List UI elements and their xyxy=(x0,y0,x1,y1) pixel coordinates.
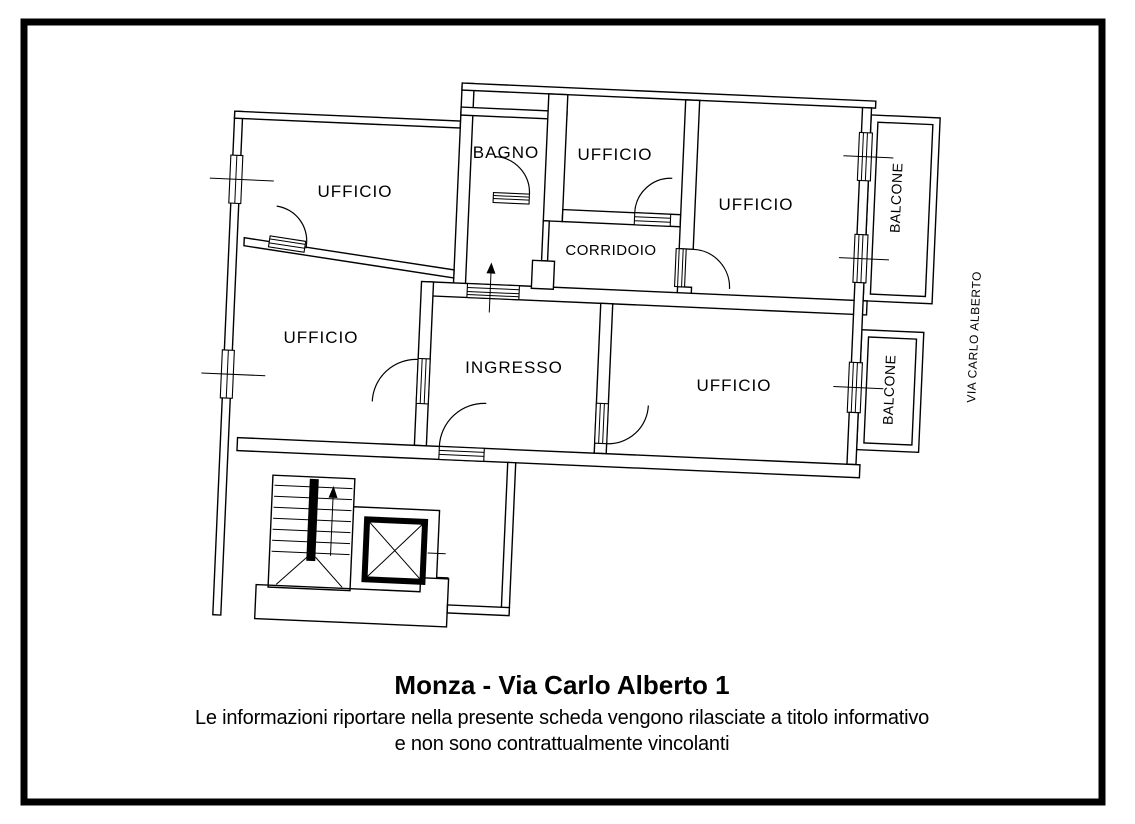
room-label-balcone-lower: BALCONE xyxy=(879,354,899,426)
door-ufficio-top-right xyxy=(675,249,732,289)
disclaimer-line-2: e non sono contrattualmente vincolanti xyxy=(394,733,730,755)
room-label-bagno: BAGNO xyxy=(472,143,540,162)
room-label-ufficio-top-left: UFFICIO xyxy=(317,182,393,201)
staircase xyxy=(268,475,355,590)
plan-geometry xyxy=(191,72,941,647)
door-ingresso-ufficio xyxy=(595,403,649,445)
room-label-corridoio: CORRIDOIO xyxy=(565,242,657,259)
window-symbol xyxy=(842,132,894,182)
elevator xyxy=(351,507,452,583)
window-symbol xyxy=(209,154,275,205)
room-labels xyxy=(284,143,984,425)
street-label: VIA CARLO ALBERTO xyxy=(964,270,984,403)
room-label-ufficio-top-right: UFFICIO xyxy=(718,195,794,214)
window-symbol xyxy=(832,362,884,414)
disclaimer-line-1: Le informazioni riportare nella presente scheda vengono rilasciate a titolo informativo xyxy=(194,707,930,729)
door-entrance xyxy=(439,401,486,461)
room-label-balcone-upper: BALCONE xyxy=(886,162,906,234)
room-label-ufficio-left: UFFICIO xyxy=(283,328,359,347)
room-label-ufficio-top-middle: UFFICIO xyxy=(577,145,653,164)
page-title: Monza - Via Carlo Alberto 1 xyxy=(394,670,730,700)
door-ufficio-left xyxy=(372,356,430,403)
door-ufficio-top-middle xyxy=(634,177,672,227)
room-label-ingresso: INGRESSO xyxy=(465,358,563,377)
door-bagno xyxy=(493,157,531,205)
room-label-ufficio-bottom: UFFICIO xyxy=(696,376,772,395)
stair-stringer xyxy=(306,479,319,561)
window-symbol xyxy=(838,234,890,284)
window-symbol xyxy=(200,349,266,400)
door-anteroom xyxy=(467,283,520,299)
